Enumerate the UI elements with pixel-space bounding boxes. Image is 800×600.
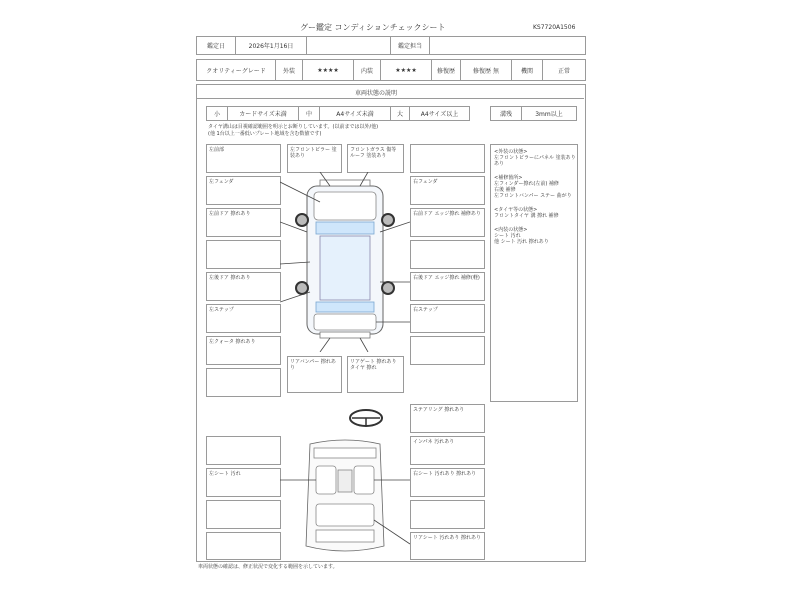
left-box-8 xyxy=(206,368,281,397)
car-roof xyxy=(320,236,370,300)
size-legend xyxy=(206,106,470,121)
left-front-seat xyxy=(316,466,336,494)
interior-left-box-3 xyxy=(206,500,281,529)
notes-panel: <外装の状態> 左フロントピラーにパネル 塗装あり あり <補修箇所> 左フィンダー擦れ(左前) 補修 右後 補修 左フロントバンパー ステー 曲がり <タイヤ等の状態> フロントタイヤ 溝 擦れ 補修 <内装の状態> シート 汚れ 他 シート 汚れ 擦れあり xyxy=(490,144,578,402)
wheel-rear-right xyxy=(382,282,394,294)
document-id: KS7720A1506 xyxy=(533,24,576,31)
car-trunk xyxy=(314,314,376,330)
grade-row xyxy=(196,59,586,81)
top-box-right: フロントガラス 傷等 ルーフ 塗装あり xyxy=(347,144,404,173)
inspector-label: 鑑定担当 xyxy=(391,37,430,54)
steering-wheel-icon xyxy=(348,408,384,428)
left-box-7: 左クォータ 擦れあり xyxy=(206,336,281,365)
dashboard xyxy=(314,448,376,458)
bottom-box-left: リアバンパー 擦れあり xyxy=(287,356,342,393)
left-box-1: 左前部 xyxy=(206,144,281,173)
interior-stars: ★★★★ xyxy=(381,60,432,80)
left-box-3: 左前ドア 擦れあり xyxy=(206,208,281,237)
footer-note: 車両状態の確認は、修正状況で変化する範囲を示しています。 xyxy=(198,564,338,570)
engine-value: 正常 xyxy=(557,67,570,75)
wheel-front-right xyxy=(382,214,394,226)
rear-bumper xyxy=(320,332,370,338)
cargo-area xyxy=(316,530,374,542)
right-box-5: 右後ドア エッジ擦れ 補修(軽) xyxy=(410,272,485,301)
engine-label: 機関 xyxy=(512,60,543,80)
exterior-stars: ★★★★ xyxy=(303,60,354,80)
right-box-2: 右フェンダ xyxy=(410,176,485,205)
right-front-seat xyxy=(354,466,374,494)
car-hood xyxy=(314,192,376,220)
inspector-value xyxy=(430,37,585,54)
date-value: 2026年1月16日 xyxy=(236,37,307,54)
quality-label: クオリティーグレード xyxy=(197,60,276,80)
interior-diagram xyxy=(280,436,410,558)
wheel-front-left xyxy=(296,214,308,226)
right-box-1 xyxy=(410,144,485,173)
note-line-2: (他 1台以上一番低いプレート地域を含む数値です) xyxy=(208,131,322,137)
interior-label: 内装 xyxy=(354,60,381,80)
repair-value: 修復歴 無 xyxy=(461,60,512,80)
left-box-4 xyxy=(206,240,281,269)
repair-label: 修復歴 xyxy=(432,60,461,80)
interior-right-box-4 xyxy=(410,500,485,529)
console xyxy=(338,470,352,492)
interior-left-box-1 xyxy=(206,436,281,465)
rear-seat xyxy=(316,504,374,526)
size-small-text: カードサイズ未満 xyxy=(228,107,299,120)
section-divider xyxy=(197,98,584,99)
tire-value: 3mm以上 xyxy=(535,111,563,118)
top-box-left: 左フロントピラー 塗装あり xyxy=(287,144,342,173)
interior-right-box-1: ステアリング 擦れあり xyxy=(410,404,485,433)
interior-right-box-5: リアシート 汚れあり 擦れあり xyxy=(410,532,485,560)
bottom-box-right: リアゲート 擦れあり タイヤ 擦れ xyxy=(347,356,404,393)
car-rear-window xyxy=(316,302,374,312)
blank-cell xyxy=(307,37,391,54)
note-line-1: タイヤ溝山は目視確認範囲を明示とお断りしています。(以前までは以外/他) xyxy=(208,124,379,130)
tire-legend xyxy=(490,106,577,121)
right-box-6: 右ステップ xyxy=(410,304,485,333)
left-box-2: 左フェンダ xyxy=(206,176,281,205)
info-row xyxy=(196,36,586,55)
date-label: 鑑定日 xyxy=(197,37,236,54)
section-title: 車両状態の説明 xyxy=(355,90,398,97)
size-mid-text: A4サイズ未満 xyxy=(320,107,391,120)
size-large-text: A4サイズ以上 xyxy=(420,111,459,118)
interior-left-box-2: 左シート 汚れ xyxy=(206,468,281,497)
size-small-label: 小 xyxy=(207,107,228,120)
page-title: グー鑑定 コンディションチェックシート xyxy=(300,23,446,32)
size-mid-label: 中 xyxy=(299,107,320,120)
wheel-rear-left xyxy=(296,282,308,294)
interior-left-box-4 xyxy=(206,532,281,560)
left-box-6: 左ステップ xyxy=(206,304,281,333)
left-box-5: 左後ドア 擦れあり xyxy=(206,272,281,301)
car-windshield xyxy=(316,222,374,234)
right-box-3: 右前ドア エッジ擦れ 補修あり xyxy=(410,208,485,237)
exterior-label: 外装 xyxy=(276,60,303,80)
size-large-label: 大 xyxy=(391,107,410,120)
interior-right-box-2: インパネ 汚れあり xyxy=(410,436,485,465)
tire-label: 溝残 xyxy=(491,107,522,120)
right-box-4 xyxy=(410,240,485,269)
interior-right-box-3: 右シート 汚れあり 擦れあり xyxy=(410,468,485,497)
right-box-7 xyxy=(410,336,485,365)
car-diagram xyxy=(280,172,410,352)
